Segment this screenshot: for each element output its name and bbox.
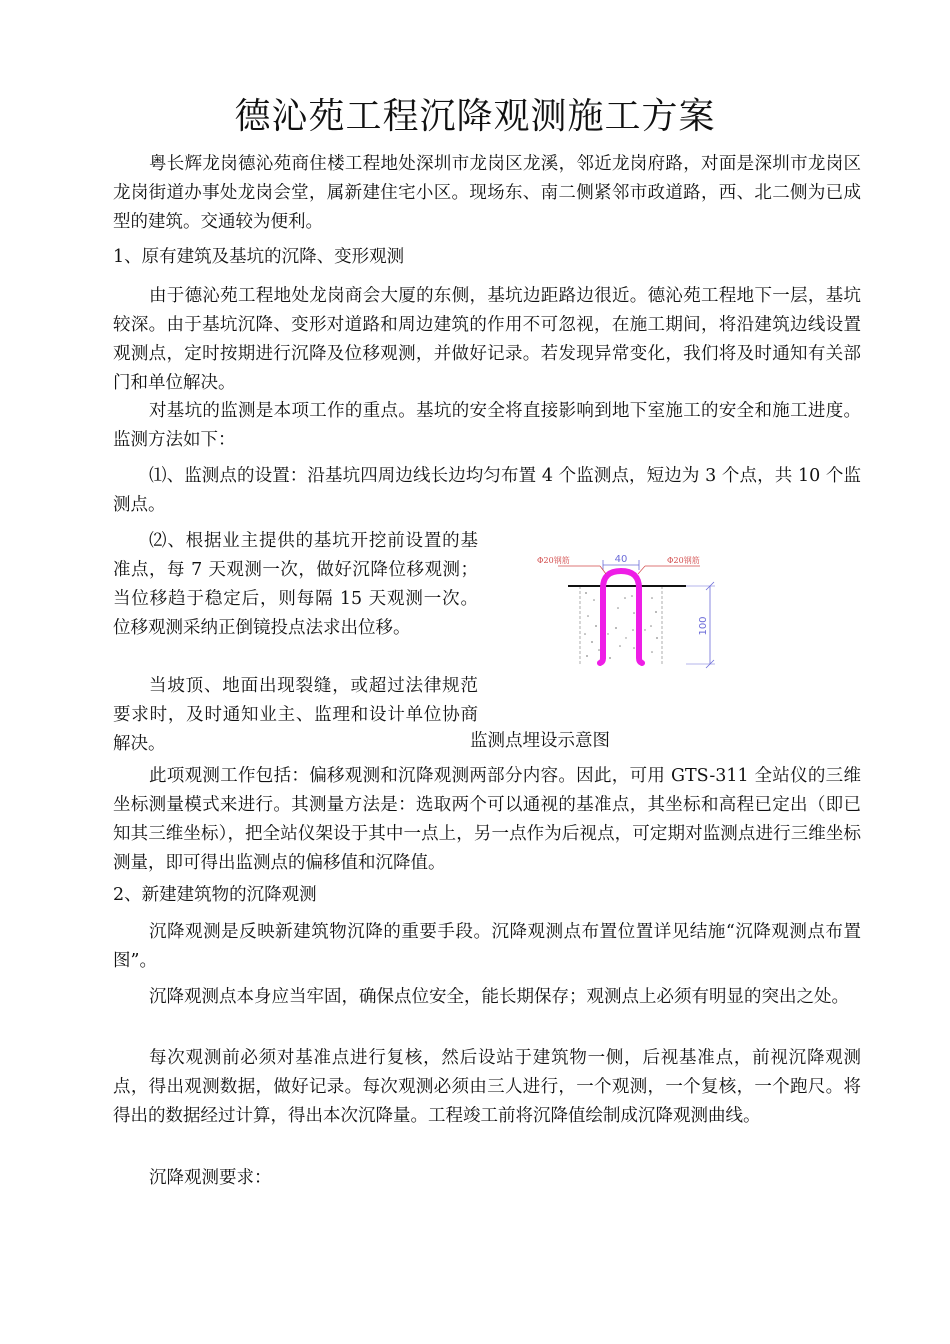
section-2-paragraph-4: 沉降观测要求： (149, 1168, 272, 1188)
section-1-heading: 1、原有建筑及基坑的沉降、变形观测 (113, 247, 405, 267)
concrete-block (580, 586, 662, 664)
rebar-label-left: Φ20钢筋 (537, 556, 570, 565)
section-2-paragraph-2: 沉降观测点本身应当牢固，确保点位安全，能长期保存；观测点上必须有明显的突出之处。 (149, 987, 849, 1007)
section-1-paragraph-4: ⑵、根据业主提供的基坑开挖前设置的基准点，每 7 天观测一次，做好沉降位移观测；当位移趋于稳定后，则每隔 15 天观测一次。位移观测采纳正倒镜投点法求出位移。 (113, 531, 478, 638)
section-1-paragraph-2: 对基坑的监测是本项工作的重点。基坑的安全将直接影响到地下室施工的安全和施工进度。监测方法如下： (113, 401, 861, 450)
page-title: 德沁苑工程沉降观测施工方案 (234, 96, 716, 137)
rebar-label-right: Φ20钢筋 (667, 556, 700, 565)
monitoring-point-diagram (500, 538, 730, 678)
dimension-label-side: 100 (698, 616, 709, 636)
section-2-paragraph-1: 沉降观测是反映新建筑物沉降的重要手段。沉降观测点布置位置详见结施“沉降观测点布置图”。 (113, 922, 861, 971)
intro-paragraph: 粤长辉龙岗德沁苑商住楼工程地处深圳市龙岗区龙溪，邻近龙岗府路，对面是深圳市龙岗区龙岗街道办事处龙岗会堂，属新建住宅小区。现场东、南二侧紧邻市政道路，西、北二侧为已成型的建筑。交通较为便利。 (113, 154, 861, 232)
monitoring-point-diagram-svg (500, 538, 730, 678)
section-2-paragraph-3: 每次观测前必须对基准点进行复核，然后设站于建筑物一侧，后视基准点，前视沉降观测点，得出观测数据，做好记录。每次观测必须由三人进行，一个观测，一个复核，一个跑尺。将得出的数据经过计算，得出本次沉降量。工程竣工前将沉降值绘制成沉降观测曲线。 (113, 1048, 861, 1126)
dimension-label-top: 40 (614, 554, 628, 565)
section-1-paragraph-5: 当坡顶、地面出现裂缝，或超过法律规范要求时，及时通知业主、监理和设计单位协商解决。 (113, 676, 478, 754)
rebar-hook-left (600, 658, 603, 663)
section-1-paragraph-3: ⑴、监测点的设置：沿基坑四周边线长边均匀布置 4 个监测点，短边为 3 个点，共 10 个监测点。 (113, 466, 861, 515)
figure-caption: 监测点埋设示意图 (470, 731, 610, 751)
section-1-paragraph-1: 由于德沁苑工程地处龙岗商会大厦的东侧，基坑边距路边很近。德沁苑工程地下一层，基坑较深。由于基坑沉降、变形对道路和周边建筑的作用不可忽视，在施工期间，将沿建筑边线设置观测点，定时按期进行沉降及位移观测，并做好记录。若发现异常变化，我们将及时通知有关部门和单位解决。 (113, 286, 861, 393)
section-1-paragraph-6: 此项观测工作包括：偏移观测和沉降观测两部分内容。因此，可用 GTS-311 全站仪的三维坐标测量模式来进行。其测量方法是：选取两个可以通视的基准点，其坐标和高程已定出（即已知其三维坐标），把全站仪架设于其中一点上，另一点作为后视点，可定期对监测点进行三维坐标测量，即可得出监测点的偏移值和沉降值。 (113, 766, 861, 873)
section-2-heading: 2、新建建筑物的沉降观测 (113, 885, 317, 905)
